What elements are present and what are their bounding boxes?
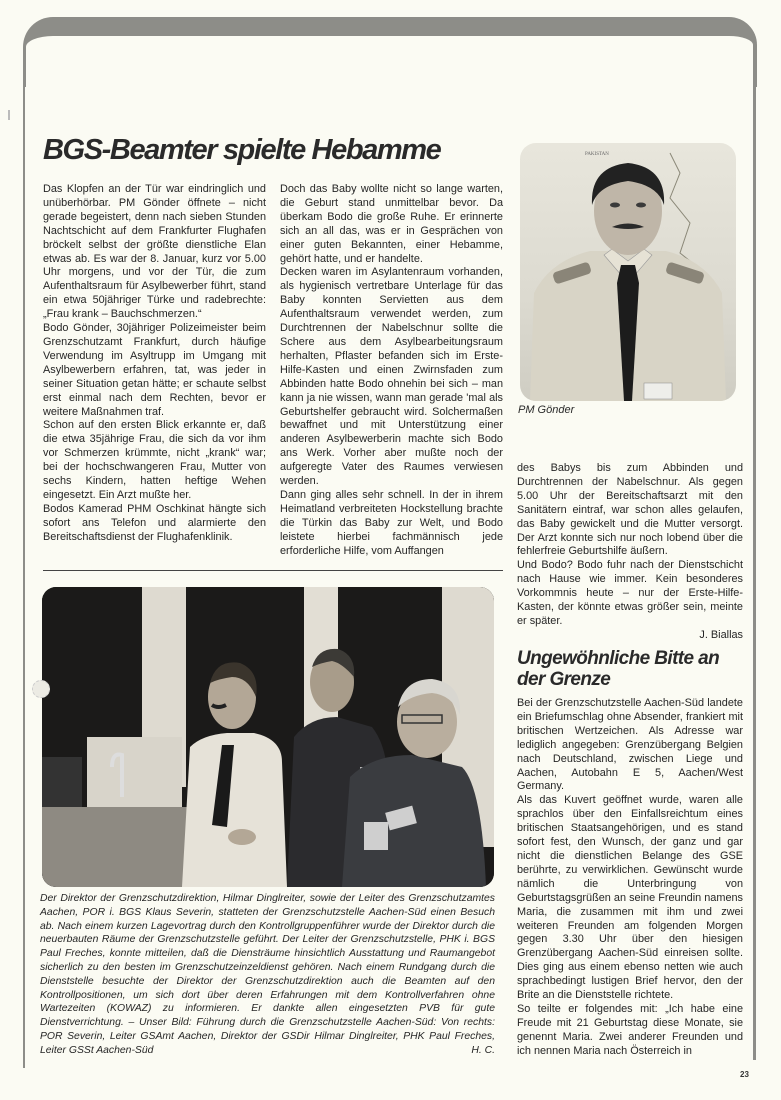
- paragraph: So teilte er folgendes mit: „Ich habe eine Freude mit 21 Geburtstag diese Monate, sie genennt Maria. Zwei anderer Freunden und ich nennen Maria nach Österreich in: [517, 1002, 743, 1057]
- article-column-3: [517, 462, 743, 643]
- portrait-caption: PM Gönder: [518, 404, 575, 416]
- paragraph: Schon auf den ersten Blick erkannte er, daß die etwa 35jährige Frau, die sich da vor ihm vor Schmerzen krümmte, nicht „krank“ war; bei der hochschwangeren Frau, Mutter von sechs Kindern, hatten heftige Wehen eingesetzt. Ein Arzt mußte her.: [43, 419, 266, 501]
- group-photo: [42, 587, 494, 887]
- article-2-headline: Ungewöhnliche Bitte an der Grenze: [517, 648, 720, 690]
- svg-text:PAKISTAN: PAKISTAN: [585, 152, 609, 157]
- paragraph: Decken waren im Asylantenraum vorhanden, als hygienisch vertretbare Unterlage für das Baby konnten Servietten aus dem Aufenthaltsraum verwendet werden, zum Durchtrennen der Nabelschnur sollte die Schere aus dem Asylbearbeitungsraum herhalten, Pflaster befanden sich im Erste-Hilfe-Kasten und einen Zwirnsfaden zum Abbinden hatte Bodo ohnehin bei sich – man kann ja nie wissen, wann man gerade 'mal als Geburtshelfer gebraucht wird. Solchermaßen bewaffnet und mit Unterstützung einer anderen Asylbewerberin machte sich Bodo ans Werk. Vorher aber mußte noch der aufgeregte Vater des Raumes verwiesen werden.: [280, 266, 503, 488]
- article-2-column: [517, 697, 743, 1059]
- punch-hole-mark: [32, 680, 50, 698]
- paragraph: Und Bodo? Bodo fuhr nach der Dienstschicht nach Hause wie immer. Kein besonderes Vorkommnis heute – nur der Erste-Hilfe-Kasten, der könnte etwas größer sein, meinte er später.: [517, 559, 743, 627]
- portrait-illustration: [520, 143, 736, 401]
- article-column-1: [43, 183, 266, 545]
- byline: [517, 629, 743, 643]
- paragraph: Als das Kuvert geöffnet wurde, waren alle sprachlos über den Einfallsreichtum eines britischen Staatsangehörigen, und es stand sofort fest, den Wunsch, der ganz und gar nicht die dienstlichen Belange des GSE berührte, zu verwirklichen. Gewünscht wurde nämlich die Unterbringung von Geburtstagsgrüßen an seine Freundin namens Maria, die zusammen mit ihm und zwei weiteren Freunden am folgenden Morgen gegen 3.30 Uhr über den hiesigen Grenzübergang Aachen-Süd einreisen sollte. Dies ging aus einem ebenso netten wie auch sprachbedingt lustigen Brief hervor, den der Brite an die Dienststelle richtete.: [517, 794, 743, 1002]
- portrait-photo: [520, 143, 736, 401]
- author: J. Biallas: [699, 628, 743, 641]
- page-frame-top-bar: [23, 17, 757, 87]
- paragraph: Bei der Grenzschutzstelle Aachen-Süd landete ein Briefumschlag ohne Absender, frankiert mit britischen Wertzeichen. Als Adresse war lediglich angegeben: Grenzübergang Belgien nach Deutschland, zwischen Liege und Aachen, Autobahn E 5, Aachen/West Germany.: [517, 697, 743, 793]
- paragraph: Das Klopfen an der Tür war eindringlich und unüberhörbar. PM Gönder öffnete – nicht gerade begeistert, denn nach sieben Stunden Nachtschicht auf dem Frankfurter Flughafen bröckelt selbst der größte dienstliche Elan etwas ab. Es war der 8. Januar, kurz vor 5.00 Uhr morgens, und vor der Tür, die zum Aufenthaltsraum für Asylbewerber führt, stand ein etwa 50jähriger Türke und radebrechte: „Frau krank – Bauchschmerzen.“: [43, 183, 266, 321]
- page-frame-left-border: [23, 60, 25, 1068]
- paragraph: des Babys bis zum Abbinden und Durchtrennen der Nabelschnur. Als gegen 5.00 Uhr der Bereitschaftsarzt mit den Sanitätern eintraf, war schon alles gelaufen, das Baby gewickelt und die Mutter versorgt. Der Arzt konnte sich nur noch lobend über die fehlerfreie Geburtshilfe äußern.: [517, 462, 743, 558]
- group-photo-caption: [40, 892, 495, 1058]
- paragraph: Doch das Baby wollte nicht so lange warten, die Geburt stand unmittelbar bevor. Da überkam Bodo die große Ruhe. Er erinnerte sich an all das, was er in Gesprächen von einer guten Bekannten, einer Hebamme, gehört hatte, und er handelte.: [280, 183, 503, 265]
- caption-text: Der Direktor der Grenzschutzdirektion, Hilmar Dinglreiter, sowie der Leiter des Grenzschutzamtes Aachen, POR i. BGS Klaus Severin, statteten der Grenzschutzstelle Aachen-Süd einen Besuch ab. Nach einem kurzen Lagevortrag durch den Kontrollgruppenführer wurde der Direktor durch die neuerbauten Räume der Grenzschutzstelle geführt. Der Leiter der Grenzschutzstelle, PHK i. BGS Paul Freches, konnte mitteilen, daß die Diensträume hinsichtlich Ausstattung und Raumangebot sicherlich zu den besten im Grenzschutzeinzeldienst gehören. Nach einem Rundgang durch die Dienststelle besuchte der Direktor der Grenzschutzdirektion auch die Beamten auf den Kontrollpositionen, um sich dort über deren Erfahrungen mit dem Kontrollverfahren ohne Wartezeiten (KOWAZ) zu informieren. Er dankte allen eingesetzten PVB für gute Dienstverrichtung. – Unser Bild: Führung durch die Grenzschutzstelle Aachen-Süd: Von rechts: POR Severin, Leiter GSAmt Aachen, Direktor der GSDir Hilmar Dinglreiter, PHK Paul Freches, Leiter GSSt Aachen-Süd: [40, 893, 495, 1056]
- article-column-2: [280, 183, 503, 558]
- paragraph: Bodo Gönder, 30jähriger Polizeimeister beim Grenzschutzamt Frankfurt, durch häufige Verwendung im Asyltrupp im Umgang mit Asylbewerbern erfahren, tat, was jeder in seiner Situation getan hätte; er schaute selbst erst einmal nach dem Rechten, bevor er weitere Maßnahmen traf.: [43, 322, 266, 418]
- paragraph: Bodos Kamerad PHM Oschkinat hängte sich sofort ans Telefon und alarmierte den Bereitschaftsdienst der Flughafenklinik.: [43, 502, 266, 543]
- page-number: 23: [740, 1070, 749, 1079]
- margin-mark: [8, 110, 10, 120]
- photo-credit: H. C.: [471, 1044, 495, 1056]
- page-frame-right-border: [753, 60, 756, 1060]
- column-divider-rule: [43, 570, 503, 571]
- group-photo-illustration: [42, 587, 494, 887]
- paragraph: Dann ging alles sehr schnell. In der in ihrem Heimatland verbreiteten Hockstellung brachte die Türkin das Baby zur Welt, und Bodo leistete hierbei fachmännisch jede erforderliche Hilfe, vom Auffangen: [280, 488, 503, 557]
- article-headline: BGS-Beamter spielte Hebamme: [43, 134, 441, 166]
